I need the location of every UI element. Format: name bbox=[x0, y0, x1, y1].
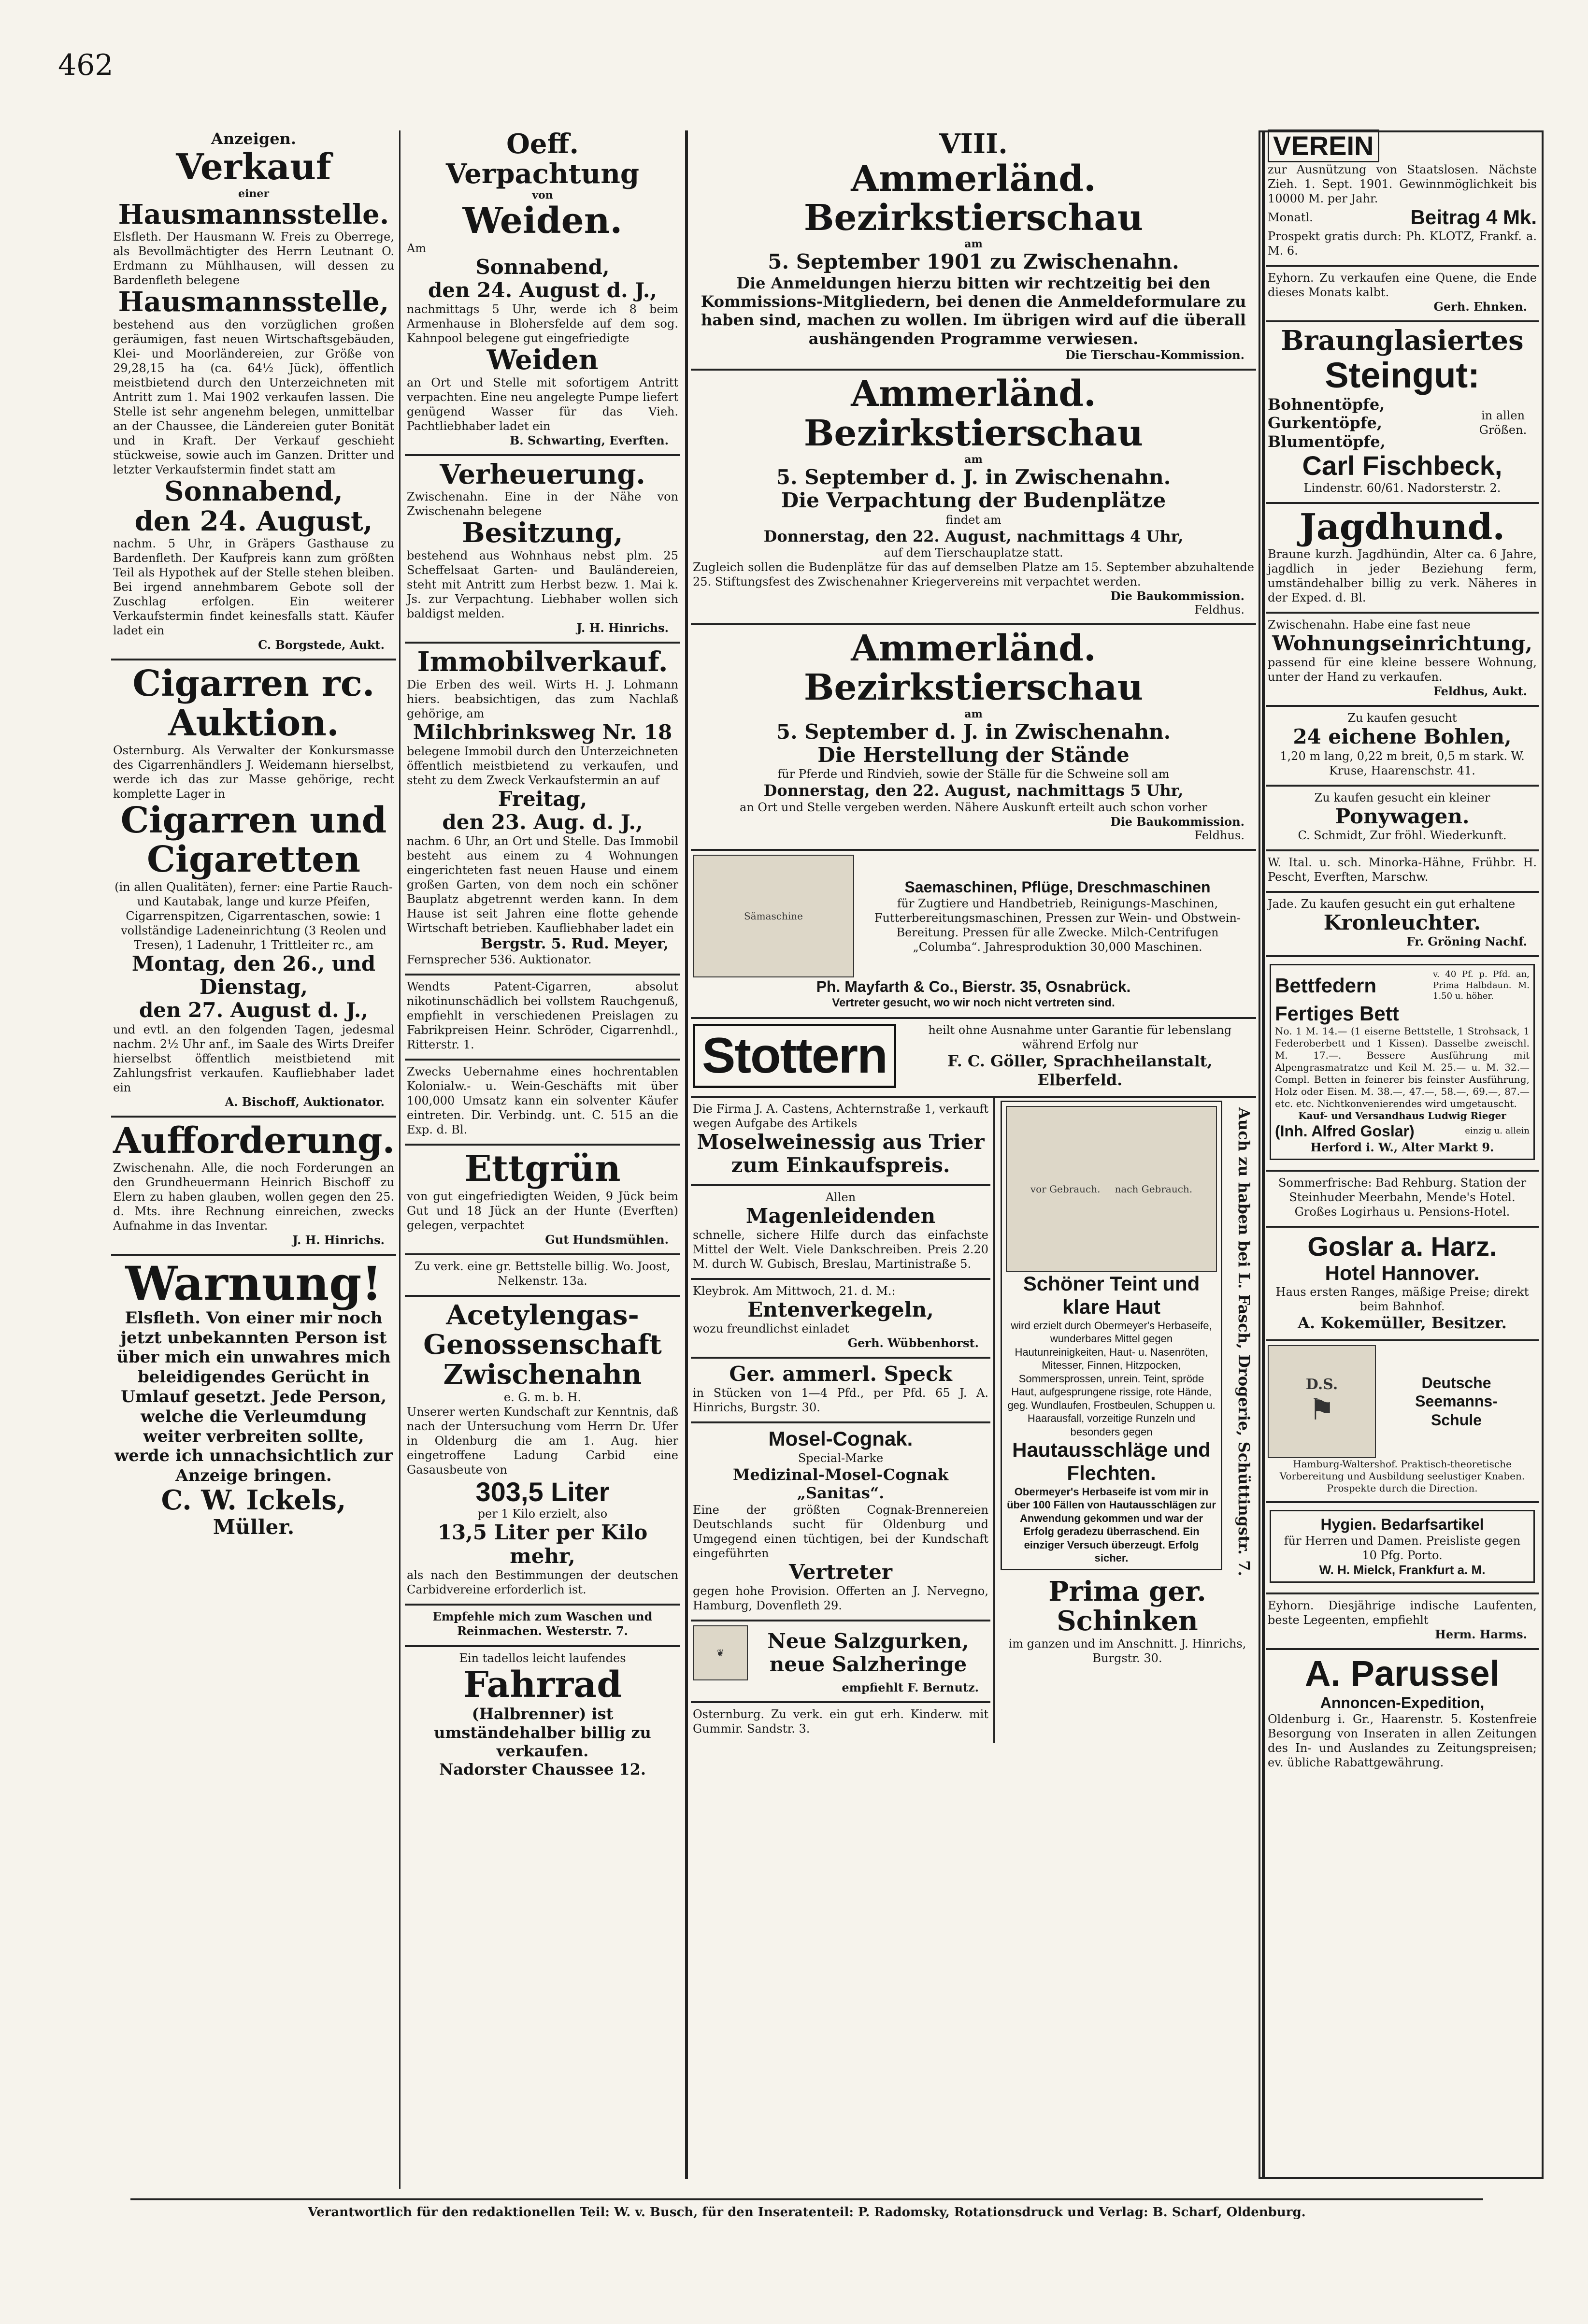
ad-text: Die Anmeldungen hierzu bitten wir rechtzeitig bei den Kommissions-Mitgliedern, bei denen die Anmeldeformulare zu haben sind, machen zu wollen. Im übrigen wird auf die überall aushängenden Programme verwiesen. bbox=[701, 273, 1246, 348]
ad-date: den 24. August d. J., bbox=[428, 278, 658, 302]
ad-tierschau-3 bbox=[691, 625, 1256, 851]
flag-badge: D.S. bbox=[1305, 1376, 1338, 1393]
ad-verheuerung bbox=[405, 456, 680, 644]
ad-title: Weiden. bbox=[462, 200, 623, 242]
ad-title: Jagdhund. bbox=[1299, 506, 1505, 548]
ad-date: Freitag, bbox=[498, 787, 587, 811]
ad-warnung bbox=[111, 1256, 396, 1546]
ad-text: einzig u. allein bbox=[1465, 1125, 1530, 1136]
ad-fahrrad bbox=[405, 1647, 680, 1786]
ad-text: an Ort und Stelle vergeben werden. Nähere Auskunft erteilt auch schon vorher bbox=[740, 800, 1207, 814]
ad-signature: A. Bischoff, Auktionator. bbox=[225, 1094, 385, 1109]
ad-text: Osternburg. Zu verk. ein gut erh. Kinderw. mit Gummir. Sandstr. 3. bbox=[693, 1707, 988, 1736]
ad-text: Sommerfrische: Bad Rehburg. Station der Steinhuder Meerbahn, Mende's Hotel. Großes Logirhaus u. Pensions-Hotel. bbox=[1278, 1176, 1527, 1219]
ad-title: 24 eichene Bohlen, bbox=[1293, 725, 1512, 749]
ad-text: No. 1 M. 14.— (1 eiserne Bettstelle, 1 Strohsack, 1 Federoberbett und 1 Kissen). Dasselbe zweischl. M. 17.—. Bessere Ausführung mit Alpengrasmatratze und Keil M. 25.— u. M. 32.— Compl. Betten in feinerer bis feinster Ausführung, Holz oder Eisen. M. 38.—, 47.—, 58.—, 69.—, 87.— etc. etc. Nichtkonvenierendes wird umgetauscht. bbox=[1275, 1025, 1530, 1110]
ad-bettstelle bbox=[405, 1255, 680, 1297]
ad-title: Milchbrinksweg Nr. 18 bbox=[413, 720, 672, 744]
ad-text: Haus ersten Ranges, mäßige Preise; direkt beim Bahnhof. bbox=[1275, 1285, 1529, 1314]
ad-text: Zu verk. eine gr. Bettstelle billig. Wo. Joost, Nelkenstr. 13a. bbox=[415, 1259, 671, 1288]
ad-title: Neue Salzgurken, neue Salzheringe bbox=[767, 1629, 969, 1676]
ad-text: Obermeyer's Herbaseife ist vom mir in über 100 Fällen von Hautausschlägen zur Anwendung gekommen und war der Erfolg geradezu überraschend. Ein einziger Versuch überzeugt. Erfolg sicher. bbox=[1007, 1485, 1216, 1564]
ad-signature: Gut Hundsmühlen. bbox=[545, 1232, 669, 1247]
ad-tierschau-1 bbox=[691, 126, 1256, 371]
ad-wohnungseinrichtung bbox=[1266, 614, 1539, 707]
ad-signature: Herm. Harms. bbox=[1435, 1627, 1527, 1642]
ad-title: Mosel-Cognak. bbox=[768, 1427, 913, 1450]
ad-text: für Herren und Damen. Preisliste gegen 10 Pfg. Porto. bbox=[1284, 1534, 1521, 1563]
ad-title: Stottern bbox=[693, 1024, 896, 1088]
ad-text: Die Firma J. A. Castens, Achternstraße 1, verkauft wegen Aufgabe des Artikels bbox=[693, 1102, 988, 1130]
ad-title: Ettgrün bbox=[464, 1148, 621, 1190]
ad-date: 5. September d. J. in Zwischenahn. bbox=[776, 465, 1171, 489]
ad-text: Zwischenahn. Habe eine fast neue bbox=[1268, 618, 1471, 632]
ad-title: Warnung! bbox=[125, 1256, 382, 1311]
ad-text: am bbox=[964, 707, 983, 720]
ad-salzgurken bbox=[691, 1621, 990, 1703]
ad-text: (in allen Qualitäten), ferner: eine Partie Rauch- und Kautabak, lange und kurze Pfeifen, Cigarrenspitzen, Cigarrentaschen, sowie: 1 vollständige Ladeneinrichtung (3 Reolen und Tresen), 1 Ladenuhr, 1 Trittleiter rc., am bbox=[114, 880, 393, 952]
ad-title: Immobilverkauf. bbox=[417, 646, 668, 678]
ad-signature: C. W. Ickels, bbox=[161, 1484, 346, 1516]
ad-side-text: Auch zu haben bei L. Fasch, Drogerie, Schüttingstr. 7. bbox=[1235, 1107, 1253, 1577]
ad-laufenten bbox=[1266, 1594, 1539, 1650]
ad-title: Genossenschaft bbox=[423, 1329, 662, 1361]
ad-haehne bbox=[1266, 851, 1539, 893]
flag-icon: ⚑ bbox=[1309, 1393, 1335, 1427]
ad-wendts-cigarren bbox=[405, 976, 680, 1061]
ad-text: W. Ital. u. sch. Minorka-Hähne, Frühbr. H. Pescht, Everften, Marschw. bbox=[1268, 855, 1537, 884]
ad-text: nachm. 5 Uhr, in Gräpers Gasthause zu Bardenfleth. Der Kaufpreis kann zum größten Teil als Hypothek auf der Stelle stehen bleiben. Bei irgend annehmbarem Gebote soll der Zuschlag erfolgen. Ein weiterer Verkaufstermin findet keinesfalls statt. Käufer ladet ein bbox=[113, 537, 394, 638]
ad-title: Moselweinessig aus Trier zum Einkaufspreis. bbox=[697, 1130, 985, 1177]
ad-castens bbox=[691, 1098, 990, 1186]
ad-immobilverkauf bbox=[405, 644, 680, 976]
ad-text: per 1 Kilo erzielt, also bbox=[477, 1507, 608, 1521]
seed-drill-illustration: Sämaschine bbox=[693, 855, 854, 977]
ad-title: Steingut: bbox=[1325, 355, 1480, 396]
ad-text: Monatl. bbox=[1268, 210, 1313, 224]
ad-text: Allen bbox=[825, 1190, 856, 1204]
ad-kicker: VIII. bbox=[939, 128, 1008, 160]
ad-text: einer bbox=[238, 187, 269, 200]
ad-title: Hausmannsstelle, bbox=[118, 286, 389, 318]
ad-signature: Die Tierschau-Kommission. bbox=[1065, 348, 1245, 362]
ad-text: Zugleich sollen die Budenplätze für das auf demselben Platze am 15. September abzuhaltende 25. Stiftungsfest des Zwischenahner Kriegervereins mit verpachtet werden. bbox=[693, 560, 1254, 588]
ad-text: Eine der größten Cognak-Brennereien Deutschlands sucht für Oldenburg und Umgegend einen tüchtigen, bei der Kundschaft eingeführten bbox=[693, 1503, 988, 1560]
ad-title: Die Verpachtung der Budenplätze bbox=[781, 488, 1166, 513]
ad-date: 5. September d. J. in Zwischenahn. bbox=[776, 719, 1171, 744]
ad-title: Auktion. bbox=[168, 702, 339, 744]
ad-signature: C. Schmidt, Zur fröhl. Wiederkunft. bbox=[1298, 828, 1507, 842]
ad-figure: 303,5 Liter bbox=[475, 1476, 610, 1507]
ad-title: Vertreter bbox=[788, 1560, 893, 1584]
column-rule bbox=[399, 130, 401, 2189]
ad-quene bbox=[1266, 267, 1539, 322]
ad-title: A. Parussel bbox=[1304, 1653, 1500, 1694]
ad-title: Cigaretten bbox=[146, 839, 360, 881]
ad-title: Ger. ammerl. Speck bbox=[729, 1362, 952, 1386]
ad-text: nachm. 6 Uhr, an Ort und Stelle. Das Immobil besteht aus einem zu 4 Wohnungen eingerichteten fast neuen Hause und einem großen Garten, von dem noch ein schöner Bauplatz abgetrennt werden kann. In dem Hause ist seit Jahren eine flotte gehende Wirtschaft betrieben. Kaufliebhaber ladet ein bbox=[407, 834, 678, 935]
ad-ponywagen bbox=[1266, 787, 1539, 851]
ad-title: Fertiges Bett bbox=[1275, 1002, 1399, 1025]
ad-text: Kleybrok. Am Mittwoch, 21. d. M.: bbox=[693, 1284, 896, 1298]
ad-text: belegene Immobil durch den Unterzeichneten öffentlich meistbietend zu verkaufen, und steht zu dem Zweck Verkaufstermin an auf bbox=[407, 744, 678, 787]
ad-mayfarth-maschinen bbox=[691, 851, 1256, 1019]
ad-text: Die Erben des weil. Wirts H. J. Lohmann hiers. beabsichtigen, das zum Nachlaß gehörige, am bbox=[407, 677, 678, 720]
ad-title: Schöner Teint und klare Haut bbox=[1023, 1272, 1200, 1319]
ad-text: Braune kurzh. Jagdhündin, Alter ca. 6 Jahre, jagdlich in jeder Beziehung ferm, umständehalber billig zu verk. Näheres in der Exped. d. Bl. bbox=[1268, 547, 1537, 605]
ad-title: Besitzung, bbox=[462, 517, 623, 549]
ad-acetylengas bbox=[405, 1297, 680, 1606]
column-3 bbox=[691, 126, 1256, 2194]
ad-speck bbox=[691, 1359, 990, 1423]
ad-signature: B. Schwarting, Everften. bbox=[509, 433, 669, 447]
ad-bad-rehburg bbox=[1266, 1172, 1539, 1228]
ad-firm: Ph. Mayfarth & Co., Bierstr. 35, Osnabrück. bbox=[816, 977, 1131, 995]
ad-text: Lindenstr. 60/61. Nadorsterstr. 2. bbox=[1303, 481, 1501, 495]
ad-date: Donnerstag, den 22. August, nachmittags 4 Uhr, bbox=[763, 527, 1184, 545]
ad-text: Zwecks Uebernahme eines hochrentablen Kolonialw.- u. Wein-Geschäfts mit über 100,000 Umsatz kann ein solventer Käufer eintreten. Dir. Verbindg. unt. C. 515 an die Exp. d. Bl. bbox=[407, 1065, 678, 1137]
ad-aufforderung bbox=[111, 1118, 396, 1256]
ad-text: im ganzen und im Anschnitt. J. Hinrichs, Burgstr. 30. bbox=[1008, 1636, 1246, 1665]
lower-right-ads bbox=[995, 1098, 1256, 1743]
ad-title: Schule bbox=[1431, 1411, 1482, 1429]
ad-text: Zu kaufen gesucht ein kleiner bbox=[1314, 790, 1490, 804]
ad-text: Zwischenahn. Alle, die noch Forderungen an den Grundheuermann Heinrich Bischoff zu Elern zu haben glauben, wollen gegen den 25. d. Mts. ihre Rechnung einreichen, zwecks Aufnahme in das Inventar. bbox=[113, 1161, 394, 1233]
ad-verein bbox=[1266, 126, 1539, 267]
ad-text: als nach den Bestimmungen der deutschen Carbidvereine erforderlich ist. bbox=[407, 1568, 678, 1596]
ad-date: Sonnabend, bbox=[475, 255, 610, 279]
ad-figure: 13,5 Liter per Kilo mehr, bbox=[437, 1521, 648, 1568]
imprint-footer: Verantwortlich für den redaktionellen Teil: W. v. Busch, für den Inseratenteil: P. Radomsky, Rotationsdruck und Verlag: B. Scharf, Oldenburg. bbox=[130, 2198, 1483, 2220]
ad-title: Magenleidenden bbox=[745, 1204, 936, 1228]
ad-title: Oeff. Verpachtung bbox=[445, 128, 640, 190]
ad-signature: empfiehlt F. Bernutz. bbox=[842, 1680, 979, 1694]
ad-steingut bbox=[1266, 322, 1539, 504]
ad-kolonialwaren bbox=[405, 1061, 680, 1146]
ad-text: Herford i. W., Alter Markt 9. bbox=[1310, 1140, 1494, 1155]
ad-title: Fahrrad bbox=[463, 1664, 622, 1706]
ad-date: Sonnabend, bbox=[164, 475, 343, 507]
ad-text: wird erzielt durch Obermeyer's Herbaseife, wunderbares Mittel gegen Hautunreinigkeiten, Haut- u. Nasenröten, Mitesser, Finnen, Hitzpocken, Sommersprossen, unrein. Teint, spröde Haut, aufgesprungene rissige, rote Hände, geg. Wundlaufen, Frostbeulen, Schuppen u. Haarausfall, vorzeitige Runzeln und besonders gegen bbox=[1007, 1319, 1216, 1438]
ad-text: Jade. Zu kaufen gesucht ein gut erhaltene bbox=[1268, 897, 1516, 911]
ad-entenverkegeln bbox=[691, 1280, 990, 1359]
ad-signature: Bergstr. 5. Rud. Meyer, bbox=[480, 935, 669, 953]
crest-icon: ❦ bbox=[693, 1625, 748, 1680]
ad-jagdhund bbox=[1266, 504, 1539, 614]
ad-title: Medizinal-Mosel-Cognak „Sanitas“. bbox=[732, 1465, 948, 1503]
ad-title: Annoncen-Expedition, bbox=[1320, 1693, 1485, 1711]
ad-title: Ammerländ. Bezirkstierschau bbox=[803, 373, 1144, 454]
ad-signature: A. Kokemüller, Besitzer. bbox=[1298, 1314, 1507, 1333]
ad-text: wozu freundlichst einladet bbox=[693, 1322, 849, 1336]
list-item: Blumentöpfe, bbox=[1268, 432, 1386, 451]
ad-cigarren-auktion bbox=[111, 660, 396, 1117]
ad-title: Hygien. Bedarfsartikel bbox=[1320, 1515, 1484, 1533]
ad-text: bestehend aus den vorzüglichen großen geräumigen, fast neuen Wirtschaftsgebäuden, Klei- und Moorländereien, zur Größe von 29,28,15 ha (ca. 64½ Jück), öffentlich meistbietend durch den Unterzeichneten mit Antritt zum 1. Mai 1902 verkaufen lassen. Die Stelle ist sehr angenehm belegen, unmittelbar an der Chaussee, die Ländereien guter Bonität und in Kraft. Der Verkauf geschieht stückweise, sowie auch im Ganzen. Dritter und letzter Verkaufstermin findet statt am bbox=[113, 317, 394, 476]
ad-date: Donnerstag, den 22. August, nachmittags 5 Uhr, bbox=[763, 781, 1184, 800]
before-after-portraits bbox=[1006, 1106, 1217, 1272]
ad-text: für Zugtiere und Handbetrieb, Reinigungs-Maschinen, Futterbereitungsmaschinen, Pressen zur Wein- und Obstwein-Bereitung. Pressen für alle Zwecke. Milch-Centrifugen „Columba“. Jahresproduktion 30,000 Maschinen. bbox=[874, 896, 1241, 954]
ad-title: Ponywagen. bbox=[1335, 804, 1470, 828]
ad-text: schnelle, sichere Hilfe durch das einfachste Mittel der Welt. Viele Dankschreiben. Preis 2.20 M. durch W. Gubisch, Breslau, Martinistraße 5. bbox=[693, 1228, 988, 1271]
ad-title: Weiden bbox=[486, 344, 599, 376]
ad-text: Zwischenahn. Eine in der Nähe von Zwischenahn belegene bbox=[407, 490, 678, 518]
list-item: Bohnentöpfe, bbox=[1268, 395, 1385, 414]
ad-parussel bbox=[1266, 1650, 1539, 1777]
ad-title: Seemanns- bbox=[1415, 1392, 1498, 1410]
ad-text: Hamburg-Waltershof. Praktisch-theoretische Vorbereitung und Ausbildung seelustiger Knaben. Prospekte durch die Direction. bbox=[1279, 1458, 1525, 1494]
ad-title: Hautausschläge und Flechten. bbox=[1012, 1438, 1211, 1485]
ad-kicker: Anzeigen. bbox=[211, 129, 296, 148]
ad-text: auf dem Tierschauplatze statt. bbox=[884, 546, 1063, 559]
ad-signature: Feldhus, Aukt. bbox=[1433, 684, 1527, 699]
ad-text: Eyhorn. Zu verkaufen eine Quene, die Ende dieses Monats kalbt. bbox=[1268, 271, 1537, 299]
ad-signature: Gerh. Wübbenhorst. bbox=[847, 1336, 979, 1350]
ad-bettfedern bbox=[1266, 957, 1539, 1172]
ad-text: zur Ausnützung von Staatslosen. Nächste Zieh. 1. Sept. 1901. Gewinnmöglichkeit bis 10000 M. per Jahr. bbox=[1268, 162, 1537, 205]
ad-title: Hausmannsstelle. bbox=[118, 198, 389, 230]
ad-herbaseife bbox=[1001, 1101, 1222, 1570]
ad-text: heilt ohne Ausnahme unter Garantie für lebenslang während Erfolg nur bbox=[928, 1023, 1232, 1052]
ad-mosel-cognak bbox=[691, 1423, 990, 1621]
ad-schinken bbox=[999, 1573, 1256, 1672]
ad-stottern bbox=[691, 1019, 1256, 1098]
ad-firm: Carl Fischbeck, bbox=[1302, 450, 1502, 481]
ad-kinderwagen bbox=[691, 1703, 990, 1743]
ad-title: Die Herstellung der Stände bbox=[817, 743, 1130, 767]
ad-signature: Gerh. Ehnken. bbox=[1433, 299, 1527, 314]
ad-date: den 27. August d. J., bbox=[139, 998, 369, 1022]
ad-bohlen bbox=[1266, 707, 1539, 786]
ad-text: Osternburg. Als Verwalter der Konkursmasse des Cigarrenhändlers J. Weidemann hierselbst, werde ich das zur Masse gehörige, recht komplette Lager in bbox=[113, 743, 394, 801]
ad-text: Fernsprecher 536. Auktionator. bbox=[407, 953, 592, 967]
ad-text: an Ort und Stelle mit sofortigem Antritt verpachten. Eine neu angelegte Pumpe liefert genügend Wasser für das Vieh. Pachtliebhaber ladet ein bbox=[407, 375, 678, 433]
sailor-flag-illustration bbox=[1268, 1345, 1376, 1458]
ad-text: bestehend aus Wohnhaus nebst plm. 25 Scheffelsaat Garten- und Bauländereien, steht mit Antritt zum Herbst bezw. 1. Mai k. Js. zur Verpachtung. Liebhaber wollen sich baldigst melden. bbox=[407, 548, 678, 620]
ad-title: Cigarren und bbox=[120, 799, 387, 841]
ad-title: Prima ger. Schinken bbox=[1048, 1575, 1206, 1637]
page-number: 462 bbox=[58, 48, 114, 82]
ad-firm: F. C. Göller, Sprachheilanstalt, bbox=[947, 1052, 1213, 1071]
ad-title: Zwischenahn bbox=[443, 1359, 642, 1391]
ad-waschen bbox=[405, 1606, 680, 1647]
ad-text: Am bbox=[407, 241, 427, 255]
ad-tierschau-2 bbox=[691, 371, 1256, 625]
ad-firm: W. H. Mielck, Frankfurt a. M. bbox=[1319, 1563, 1486, 1578]
ad-hygien bbox=[1266, 1503, 1539, 1595]
lower-left-ads bbox=[691, 1098, 995, 1743]
ad-text: 1,20 m lang, 0,22 m breit, 0,5 m stark. W. Kruse, Haarenschstr. 41. bbox=[1280, 749, 1525, 777]
ad-text: in allen Größen. bbox=[1479, 409, 1527, 437]
ad-hausmannsstelle bbox=[111, 126, 396, 660]
ad-text: Kauf- und Versandhaus Ludwig Rieger bbox=[1298, 1110, 1506, 1122]
ad-text: von bbox=[532, 189, 553, 202]
ad-title: Ammerländ. Bezirkstierschau bbox=[803, 628, 1144, 709]
ad-title: Saemaschinen, Pflüge, Dreschmaschinen bbox=[904, 878, 1211, 896]
ad-text: v. 40 Pf. p. Pfd. an, Prima Halbdaun. M. 1.50 u. höher. bbox=[1433, 969, 1530, 1002]
ad-signature: Die Baukommission. bbox=[1110, 814, 1245, 829]
ad-title: Entenverkegeln, bbox=[747, 1297, 934, 1321]
ad-text: und evtl. an den folgenden Tagen, jedesmal nachm. 2½ Uhr anf., im Saale des Wirts Dreifer hierselbst öffentlich meistbietend mit Zahlungsfrist verkaufen. Kaufliebhaber ladet ein bbox=[113, 1022, 394, 1094]
ad-text: Special-Marke bbox=[798, 1451, 884, 1465]
column-4 bbox=[1266, 126, 1539, 2194]
ad-text: (Halbrenner) ist umständehalber billig zu verkaufen. bbox=[434, 1705, 651, 1760]
ad-signature: Die Baukommission. bbox=[1110, 589, 1245, 603]
ad-signature: J. H. Hinrichs. bbox=[292, 1233, 385, 1247]
ad-text: Elsfleth. Der Hausmann W. Freis zu Oberrege, als Bevollmächtigter des Herrn Leutnant O. Erdmann zu Mühlhausen, will dessen zu Bardenfleth belegene bbox=[113, 230, 394, 287]
ad-text: passend für eine kleine bessere Wohnung, unter der Hand zu verkaufen. bbox=[1268, 656, 1537, 684]
ad-text: Zu kaufen gesucht bbox=[1347, 711, 1457, 725]
ad-text: von gut eingefriedigten Weiden, 9 Jück beim Gut und 18 Jück an der Hunte (Everften) gelegen, verpachtet bbox=[407, 1189, 678, 1232]
ad-title: Wohnungseinrichtung, bbox=[1272, 631, 1532, 656]
ad-signature: Fr. Gröning Nachf. bbox=[1406, 934, 1527, 949]
ad-title: Verheuerung. bbox=[440, 458, 645, 490]
label-after: nach Gebrauch. bbox=[1115, 1183, 1193, 1195]
ad-title: Aufforderung. bbox=[113, 1119, 395, 1162]
ad-goslar bbox=[1266, 1228, 1539, 1341]
ad-text: gegen hohe Provision. Offerten an J. Nervegno, Hamburg, Dovenfleth 29. bbox=[693, 1584, 988, 1612]
ad-date: Montag, den 26., und bbox=[131, 951, 376, 976]
ad-ettgruen bbox=[405, 1146, 680, 1255]
ad-magenleidenden bbox=[691, 1186, 990, 1280]
ad-title: Beitrag 4 Mk. bbox=[1410, 205, 1537, 229]
ad-seemannsschule bbox=[1266, 1341, 1539, 1503]
ad-text: Elberfeld. bbox=[1037, 1070, 1123, 1089]
ad-text: am bbox=[964, 453, 983, 466]
ad-title: VEREIN bbox=[1268, 129, 1379, 162]
ad-signature: Müller. bbox=[213, 1515, 295, 1539]
ad-text: Oldenburg i. Gr., Haarenstr. 5. Kostenfreie Besorgung von Inseraten in allen Zeitungen des In- und Auslandes zu Zeitungspreisen; ev. übliche Rabattgewährung. bbox=[1268, 1712, 1537, 1770]
ad-date: 5. September 1901 zu Zwischenahn. bbox=[768, 250, 1179, 274]
ad-text: in Stücken von 1—4 Pfd., per Pfd. 65 J. A. Hinrichs, Burgstr. 30. bbox=[693, 1386, 988, 1415]
ad-text: Empfehle mich zum Waschen und Reinmachen. Westerstr. 7. bbox=[432, 1609, 653, 1638]
ad-date: den 23. Aug. d. J., bbox=[442, 810, 643, 834]
ad-text: Elsfleth. Von einer mir noch jetzt unbekannten Person ist über mich ein unwahres mich beleidigendes Gerücht in Umlauf gesetzt. Jede Person, welche die Verleumdung weiter verbreiten sollte, werde ich unnachsichtlich zur Anzeige bringen. bbox=[114, 1308, 393, 1486]
ad-text: Vertreter gesucht, wo wir noch nicht vertreten sind. bbox=[832, 996, 1115, 1010]
list-item: Gurkentöpfe, bbox=[1268, 414, 1383, 432]
ad-text: Ein tadellos leicht laufendes bbox=[459, 1651, 626, 1665]
ad-text: am bbox=[964, 238, 983, 251]
ad-text: für Pferde und Rindvieh, sowie der Ställe für die Schweine soll am bbox=[777, 767, 1170, 781]
ad-text: e. G. m. b. H. bbox=[503, 1390, 582, 1404]
ad-signature: Nadorster Chaussee 12. bbox=[439, 1760, 646, 1779]
ad-text: Feldhus. bbox=[1194, 828, 1245, 842]
ad-text: Eyhorn. Diesjährige indische Laufenten, beste Legeenten, empfiehlt bbox=[1268, 1599, 1537, 1627]
ad-title: Hotel Hannover. bbox=[1325, 1262, 1480, 1284]
ad-date: Dienstag, bbox=[200, 975, 308, 999]
ad-text: findet am bbox=[945, 513, 1001, 527]
ad-title: Braunglasiertes bbox=[1281, 324, 1524, 357]
ad-kronleuchter bbox=[1266, 893, 1539, 957]
ad-verpachtung-weiden bbox=[405, 126, 680, 456]
label-before: vor Gebrauch. bbox=[1030, 1183, 1101, 1195]
ad-text: Unserer werten Kundschaft zur Kenntnis, daß nach der Untersuchung vom Herrn Dr. Ufer in Oldenburg die am 1. Aug. hier eingetroffene Ladung Carbid eine Gasausbeute von bbox=[407, 1405, 678, 1477]
ad-signature: C. Borgstede, Aukt. bbox=[258, 638, 385, 652]
ad-firm: (Inh. Alfred Goslar) bbox=[1275, 1122, 1415, 1140]
ad-title: Deutsche bbox=[1421, 1374, 1491, 1392]
ad-title: Verkauf bbox=[176, 146, 331, 188]
lower-split bbox=[691, 1098, 1256, 1743]
ad-text: Feldhus. bbox=[1194, 603, 1245, 617]
ad-title: Kronleuchter. bbox=[1323, 910, 1481, 934]
ad-date: den 24. August, bbox=[134, 505, 373, 537]
ad-text: nachmittags 5 Uhr, werde ich 8 beim Armenhause in Blohersfelde auf dem sog. Kahnpool belegene gut eingefriedigte bbox=[407, 302, 678, 345]
ad-title: Bettfedern bbox=[1275, 974, 1377, 997]
ad-text: Wendts Patent-Cigarren, absolut nikotinunschädlich bei vollstem Rauchgenuß, empfiehlt in verschiedenen Preislagen zu Fabrikpreisen Heinr. Schröder, Cigarrenhdl., Ritterstr. 1. bbox=[407, 980, 678, 1052]
ad-title: Ammerländ. Bezirkstierschau bbox=[803, 158, 1144, 239]
ad-title: Acetylengas- bbox=[446, 1299, 639, 1331]
ad-signature: J. H. Hinrichs. bbox=[576, 620, 669, 635]
ad-title: Goslar a. Harz. bbox=[1307, 1231, 1497, 1262]
ad-text: Prospekt gratis durch: Ph. KLOTZ, Frankf. a. M. 6. bbox=[1268, 229, 1537, 258]
column-1 bbox=[111, 126, 396, 2194]
ad-title: Cigarren rc. bbox=[132, 663, 375, 705]
column-2 bbox=[405, 126, 680, 2194]
